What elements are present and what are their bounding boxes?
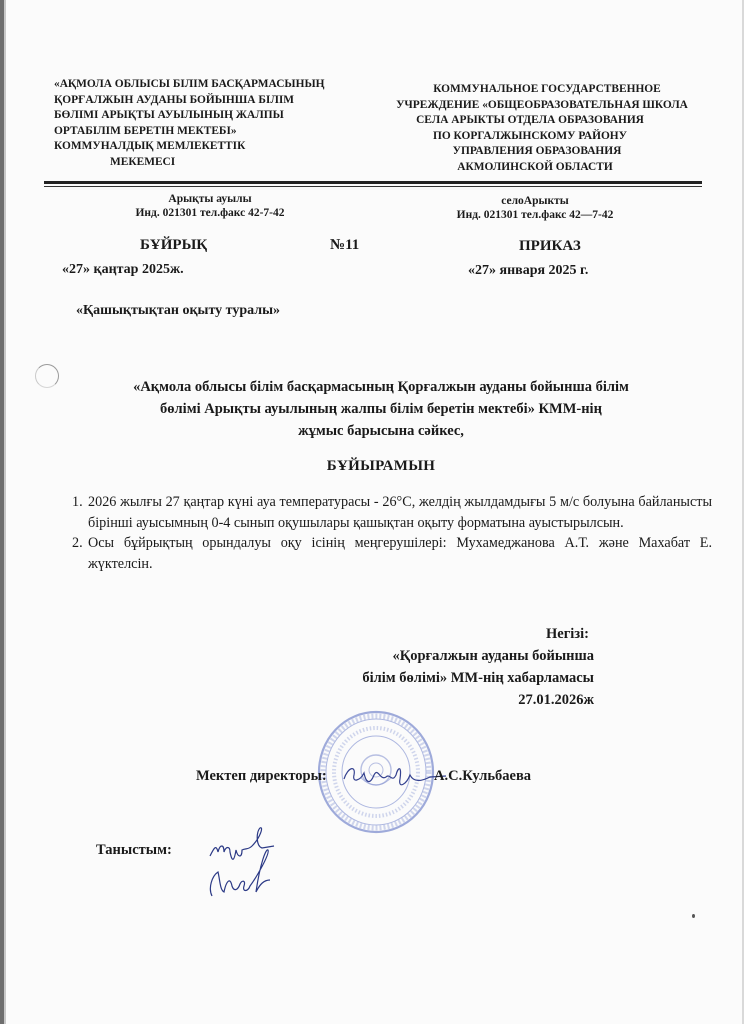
order-items — [72, 492, 712, 574]
order-item-number: 2. — [72, 535, 83, 551]
preamble-line: бөлімі Арықты ауылының жалпы білім беретін мектебі» КММ-нің — [160, 401, 602, 417]
order-date-kz: «27» қаңтар 2025ж. — [62, 262, 184, 277]
letterhead-ru-line: СЕЛА АРЫКТЫ ОТДЕЛА ОБРАЗОВАНИЯ — [416, 114, 644, 126]
order-item — [72, 492, 712, 533]
letterhead-kz-line: БӨЛІМІ АРЫҚТЫ АУЫЛЫНЫҢ ЖАЛПЫ — [54, 109, 284, 121]
letterhead-ru-line: УПРАВЛЕНИЯ ОБРАЗОВАНИЯ — [452, 145, 622, 157]
preamble-line: жұмыс барысына сәйкес, — [298, 423, 464, 439]
command-heading: БҰЙЫРАМЫН — [326, 458, 436, 474]
order-date-ru: «27» января 2025 г. — [468, 263, 589, 278]
order-item — [72, 533, 712, 574]
address-ru-contact: Инд. 021301 тел.факс 42—7-42 — [456, 209, 614, 221]
letterhead-kz-line: ҚОРҒАЛЖЫН АУДАНЫ БОЙЫНША БІЛІМ — [54, 93, 295, 106]
acknowledgement-signatures-icon — [200, 818, 290, 908]
preamble — [66, 376, 696, 442]
letterhead-kz-line: «АҚМОЛА ОБЛЫСЫ БІЛІМ БАСҚАРМАСЫНЫҢ — [54, 78, 325, 90]
basis-title: Негізі: — [545, 626, 589, 642]
letterhead-ru-line: КОММУНАЛЬНОЕ ГОСУДАРСТВЕННОЕ — [433, 83, 661, 95]
order-title-ru: ПРИКАЗ — [519, 238, 581, 254]
scan-speck — [692, 914, 695, 918]
letterhead-ru-line: ПО КОРГАЛЖЫНСКОМУ РАЙОНУ — [432, 129, 628, 142]
order-item-number: 1. — [72, 494, 83, 510]
letterhead-ru-line: АКМОЛИНСКОЙ ОБЛАСТИ — [457, 160, 613, 173]
letterhead-ru — [372, 82, 712, 175]
letterhead-kz — [54, 77, 364, 170]
address-kz-contact: Инд. 021301 тел.факс 42-7-42 — [135, 207, 285, 219]
director-name: А.С.Кульбаева — [434, 768, 532, 784]
order-subject: «Қашықтықтан оқыту туралы» — [76, 303, 281, 318]
order-number: №11 — [330, 237, 360, 253]
punch-hole-icon — [35, 364, 59, 388]
address-ru-place: селоАрыкты — [501, 195, 569, 207]
director-label: Мектеп директоры: — [196, 768, 327, 784]
address-kz-place: Арықты ауылы — [168, 193, 252, 205]
address-ru — [420, 194, 650, 222]
scan-edge-shadow — [4, 0, 6, 1024]
acknowledged-label: Таныстым: — [96, 842, 172, 858]
letterhead-kz-line: МЕКЕМЕСІ — [110, 155, 176, 168]
order-item-text: Осы бұйрықтың орындалуы оқу ісінің меңгерушілері: Мухамеджанова А.Т. және Махабат Е. жүктелсін. — [88, 535, 712, 572]
preamble-line: «Ақмола облысы білім басқармасының Қорғалжын ауданы бойынша білім — [133, 379, 629, 395]
letterhead-rule-thick — [44, 181, 702, 184]
basis-line: «Қорғалжын ауданы бойынша — [392, 648, 594, 664]
letterhead-rule-thin — [44, 186, 702, 187]
order-title-kz: БҰЙРЫҚ — [140, 237, 208, 253]
basis-date: 27.01.2026ж — [518, 692, 594, 708]
basis-block — [234, 623, 594, 711]
address-kz — [100, 192, 320, 220]
letterhead-kz-line: ОРТАБІЛІМ БЕРЕТІН МЕКТЕБІ» — [54, 124, 237, 137]
letterhead-kz-line: КОММУНАЛДЫҚ МЕМЛЕКЕТТІК — [54, 140, 246, 152]
order-item-text: 2026 жылғы 27 қаңтар күні ауа температурасы - 26°С, желдің жылдамдығы 5 м/с болуына байланысты бірінші ауысымның 0-4 сынып оқушылары қашықтан оқыту форматына ауыстырылсын. — [88, 494, 712, 531]
basis-line: білім бөлімі» ММ-нің хабарламасы — [362, 670, 594, 686]
letterhead-ru-line: УЧРЕЖДЕНИЕ «ОБЩЕОБРАЗОВАТЕЛЬНАЯ ШКОЛА — [396, 98, 688, 111]
